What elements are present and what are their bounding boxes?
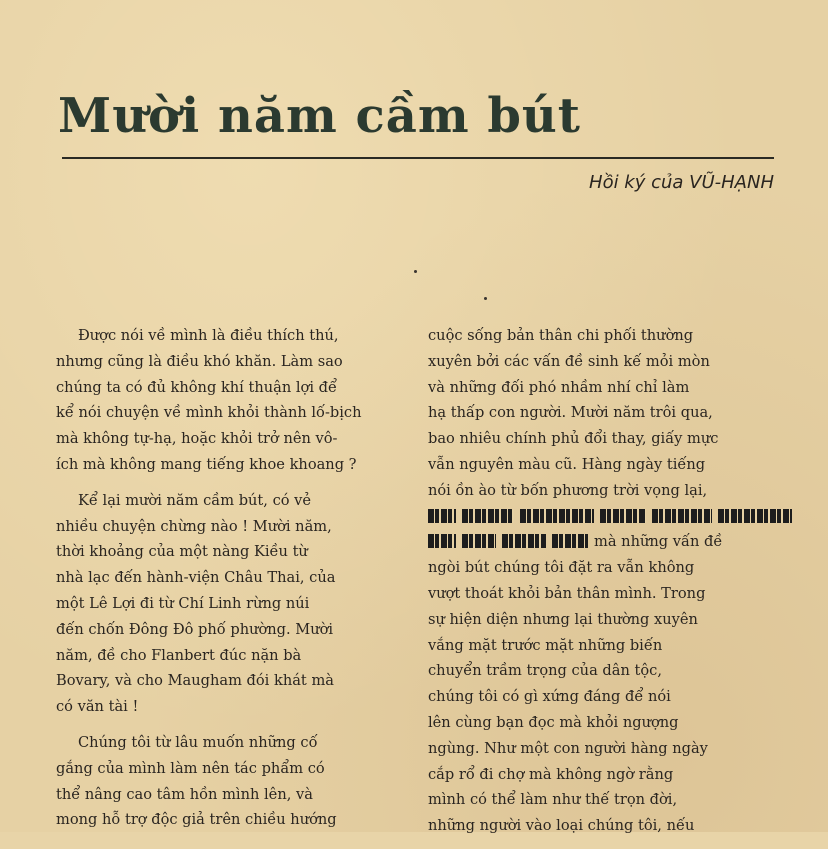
- text-line: thời khoảng của một nàng Kiều từ: [56, 543, 308, 561]
- censored-block: [520, 509, 594, 523]
- text-line: sự hiện diện nhưng lại thường xuyên: [428, 610, 698, 628]
- text-line: chúng ta có đủ không khí thuận lợi để: [56, 378, 337, 396]
- text-line: nhiều chuyện chừng nào ! Mười năm,: [56, 517, 332, 535]
- text-line: nói ồn ào từ bốn phương trời vọng lại,: [428, 481, 708, 499]
- text-line: Chúng tôi từ lâu muốn những cố: [78, 733, 318, 751]
- text-line: ngòi bút chúng tôi đặt ra vẫn không: [428, 559, 695, 577]
- text-line: vắng mặt trước mặt những biến: [428, 636, 663, 654]
- text-line: chúng tôi có gì xứng đáng để nói: [428, 688, 671, 706]
- text-line: lên cùng bạn đọc mà khỏi ngượng: [428, 713, 679, 731]
- paragraph-1: [56, 323, 406, 478]
- text-line: mà không tự-hạ, hoặc khỏi trở nên vô-: [56, 430, 338, 448]
- text-line: nhưng cũng là điều khó khăn. Làm sao: [56, 352, 343, 370]
- censored-block: [462, 534, 496, 548]
- paragraph-continued: [428, 323, 778, 839]
- right-column: [428, 323, 778, 849]
- article-byline: Hồi ký của VŨ-HẠNH: [589, 172, 774, 193]
- text-line: có văn tài !: [56, 698, 139, 716]
- censored-block: [462, 509, 514, 523]
- text-line: cắp rổ đi chợ mà không ngờ rằng: [428, 765, 674, 783]
- text-line: và những đối phó nhầm nhí chỉ làm: [428, 378, 690, 396]
- text-line: đến chốn Đông Đô phố phường. Mười: [56, 620, 334, 638]
- censored-line-tail: mà những vấn đề: [594, 533, 723, 551]
- text-line: cuộc sống bản thân chi phối thường: [428, 327, 694, 344]
- censored-block: [502, 534, 546, 548]
- censored-line: [428, 529, 778, 555]
- text-line: vượt thoát khỏi bản thân mình. Trong: [428, 584, 706, 602]
- text-line: những người vào loại chúng tôi, nếu: [428, 817, 695, 835]
- text-line: kể nói chuyện về mình khỏi thành lố-bịch: [56, 404, 362, 422]
- text-line: năm, đề cho Flanbert đúc nặn bà: [56, 646, 302, 664]
- censored-block: [718, 509, 792, 523]
- censored-block: [428, 534, 456, 548]
- censored-block: [552, 534, 588, 548]
- ink-speck: [484, 297, 487, 300]
- text-line: Kể lại mười năm cầm bút, có vẻ: [78, 491, 312, 509]
- text-line: mình có thể làm như thế trọn đời,: [428, 791, 678, 809]
- text-line: gắng của mình làm nên tác phẩm có: [56, 759, 325, 777]
- text-line: Bovary, và cho Maugham đói khát mà: [56, 672, 334, 690]
- left-column: [56, 323, 406, 843]
- text-line: hạ thấp con người. Mười năm trôi qua,: [428, 404, 713, 422]
- censored-block: [428, 509, 456, 523]
- title-divider: [62, 157, 774, 159]
- text-line: chuyển trầm trọng của dân tộc,: [428, 662, 662, 680]
- text-line: Được nói về mình là điều thích thú,: [78, 327, 339, 344]
- text-line: một Lê Lợi đi từ Chí Linh rừng núi: [56, 594, 310, 612]
- text-line: xuyên bởi các vấn đề sinh kế mỏi mòn: [428, 352, 710, 370]
- censored-block: [600, 509, 646, 523]
- paragraph-2: [56, 488, 406, 720]
- text-line: mong hỗ trợ độc giả trên chiều hướng: [56, 811, 337, 829]
- censored-block: [652, 509, 712, 523]
- article-title: Mười năm cầm bút: [58, 88, 581, 144]
- text-line: thể nâng cao tâm hồn mình lên, và: [56, 785, 313, 803]
- text-line: nhà lạc đến hành-viện Châu Thai, của: [56, 569, 336, 587]
- paragraph-3: [56, 730, 406, 833]
- ink-speck: [414, 270, 417, 273]
- text-line: ngùng. Như một con người hàng ngày: [428, 739, 708, 757]
- text-line: vẫn nguyên màu cũ. Hàng ngày tiếng: [428, 455, 706, 473]
- censored-line: [428, 504, 778, 530]
- text-line: ích mà không mang tiếng khoe khoang ?: [56, 455, 357, 473]
- text-line: bao nhiêu chính phủ đổi thay, giấy mực: [428, 430, 719, 448]
